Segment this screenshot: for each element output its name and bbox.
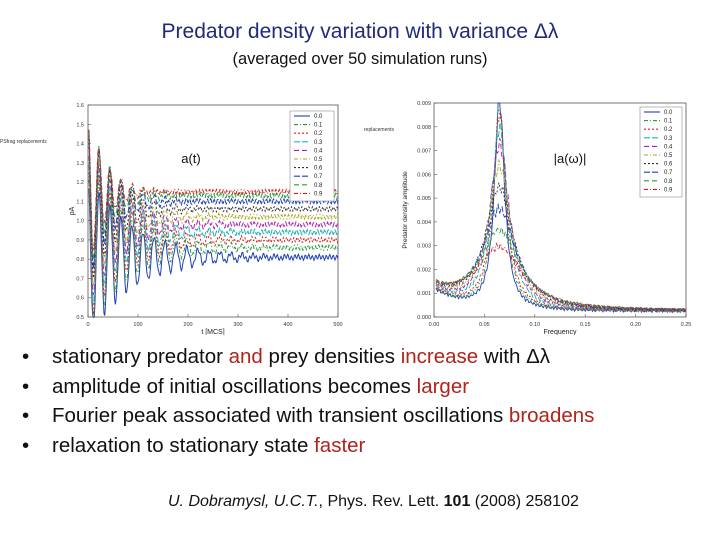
x-tick-label-b: 0.05 xyxy=(479,322,490,328)
x-tick-label-b: 0.20 xyxy=(630,322,641,328)
citation-volume: 101 xyxy=(443,493,471,510)
y-tick-label-b: 0.009 xyxy=(417,101,431,107)
x-tick-label-a: 400 xyxy=(283,322,293,328)
chart-fourier xyxy=(352,95,700,335)
x-tick-label-b: 0.10 xyxy=(529,322,541,328)
x-tick-label-b: 0.25 xyxy=(680,322,692,328)
legend-label-a: 0.9 xyxy=(314,191,323,198)
x-tick-label-a: 100 xyxy=(133,322,143,328)
y-tick-label-a: 0.5 xyxy=(76,315,84,321)
x-tick-label-b: 0.15 xyxy=(579,322,591,328)
citation-rest: (2008) 258102 xyxy=(470,493,579,510)
x-tick-label-a: 0 xyxy=(86,322,90,328)
psfrag-label: PSfrag replacements xyxy=(0,139,47,145)
legend-label-a: 0.3 xyxy=(314,139,323,146)
legend-label-a: 0.4 xyxy=(314,148,323,155)
citation xyxy=(168,493,579,511)
x-tick-label-a: 500 xyxy=(333,322,343,328)
y-tick-label-a: 1.2 xyxy=(76,180,84,187)
panel-label-b: |a(ω)| xyxy=(553,151,587,166)
bullet-item xyxy=(22,375,469,399)
y-axis-label-a: ρA xyxy=(69,206,76,216)
y-tick-label-b: 0.000 xyxy=(417,315,431,321)
slide-title: Predator density variation with variance Δλ xyxy=(161,20,559,43)
y-tick-label-b: 0.004 xyxy=(417,219,431,226)
x-tick-label-a: 200 xyxy=(183,322,193,328)
y-axis-label-b: Predator density amplitude xyxy=(402,171,409,249)
y-tick-label-a: 0.9 xyxy=(76,237,84,244)
legend-label-a: 0.5 xyxy=(314,157,323,163)
y-tick-label-a: 0.6 xyxy=(76,295,84,302)
x-axis-label-a: t [MCS] xyxy=(201,329,225,335)
bullet-highlight: and xyxy=(228,345,263,368)
legend-label-b: 0.2 xyxy=(664,127,673,134)
slide-subtitle: (averaged over 50 simulation runs) xyxy=(232,50,488,68)
legend-label-b: 0.3 xyxy=(664,135,673,142)
legend-label-b: 0.8 xyxy=(664,178,673,185)
legend-label-b: 0.4 xyxy=(664,144,673,151)
bullet-item xyxy=(22,345,550,369)
legend-label-a: 0.0 xyxy=(314,114,323,120)
bullet-highlight: larger xyxy=(416,374,470,398)
bullet-text: stationary predator xyxy=(52,345,229,368)
citation-authors: U. Dobramysl, U.C.T. xyxy=(168,493,319,510)
bullet-item xyxy=(22,434,365,458)
bullet-marker: • xyxy=(22,433,30,457)
y-tick-label-a: 1.1 xyxy=(76,199,84,206)
legend-label-a: 0.2 xyxy=(314,131,323,138)
legend-label-a: 0.6 xyxy=(314,165,323,172)
y-tick-label-a: 1.4 xyxy=(76,141,84,148)
x-tick-label-b: 0.00 xyxy=(428,322,440,328)
bullet-text: with Δλ xyxy=(478,345,551,368)
y-tick-label-b: 0.003 xyxy=(417,243,431,250)
legend-label-b: 0.1 xyxy=(664,118,673,125)
replacements-label: replacements xyxy=(364,127,395,133)
legend-label-a: 0.1 xyxy=(314,122,323,129)
chart-time-series xyxy=(0,95,352,335)
y-tick-label-b: 0.006 xyxy=(417,172,431,179)
legend-label-b: 0.9 xyxy=(664,187,673,194)
bullet-text: relaxation to stationary state xyxy=(52,433,315,457)
bullet-highlight: faster xyxy=(314,433,366,457)
bullet-text: Fourier peak associated with transient oscillations xyxy=(52,404,509,427)
citation-journal: , Phys. Rev. Lett. xyxy=(318,493,444,510)
y-tick-label-b: 0.007 xyxy=(417,148,431,155)
bullet-marker: • xyxy=(22,345,30,368)
y-tick-label-a: 0.8 xyxy=(76,257,84,264)
bullet-item xyxy=(22,404,594,428)
x-tick-label-a: 300 xyxy=(233,322,243,328)
panel-label-a: a(t) xyxy=(181,151,201,166)
bullet-highlight: broadens xyxy=(508,404,595,427)
y-tick-label-a: 1.3 xyxy=(76,160,84,167)
y-tick-label-a: 1.0 xyxy=(76,218,84,225)
legend-label-b: 0.0 xyxy=(664,110,673,116)
y-tick-label-a: 1.6 xyxy=(76,103,84,109)
legend-label-a: 0.8 xyxy=(314,182,323,189)
bullet-marker: • xyxy=(22,374,30,398)
y-tick-label-a: 1.5 xyxy=(76,122,84,129)
y-tick-label-b: 0.001 xyxy=(417,291,431,298)
legend-label-b: 0.5 xyxy=(664,153,673,159)
x-axis-label-b: Frequency xyxy=(543,329,577,335)
bullet-text: amplitude of initial oscillations becomes xyxy=(52,374,417,398)
y-tick-label-b: 0.008 xyxy=(417,124,431,131)
legend-label-b: 0.6 xyxy=(664,161,673,168)
legend-label-a: 0.7 xyxy=(314,174,323,181)
y-tick-label-b: 0.005 xyxy=(417,196,431,203)
bullet-marker: • xyxy=(22,404,30,427)
y-tick-label-a: 0.7 xyxy=(76,276,84,283)
legend-label-b: 0.7 xyxy=(664,170,673,177)
bullet-highlight: increase xyxy=(400,345,479,368)
y-tick-label-b: 0.002 xyxy=(417,267,431,274)
bullet-text: prey densities xyxy=(262,345,401,368)
